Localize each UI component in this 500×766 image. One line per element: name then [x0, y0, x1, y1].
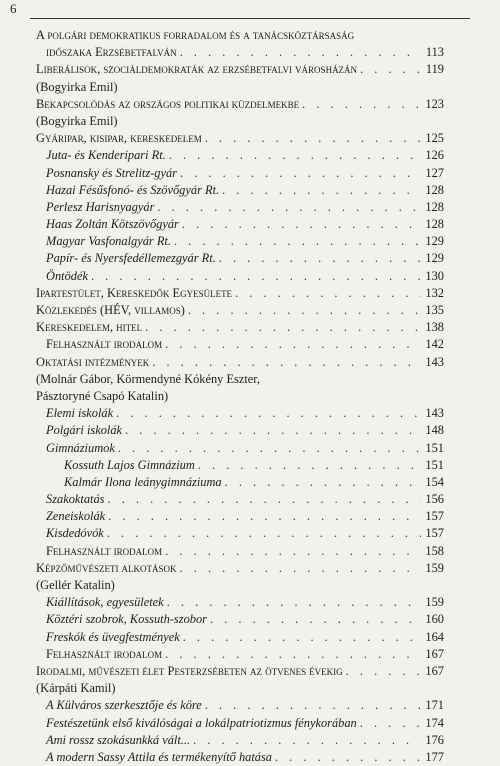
toc-entry-page: 159: [425, 595, 444, 610]
toc-entry-title: Kereskedelem, hitel: [36, 320, 143, 335]
toc-entry-title: Ami rossz szokásunkká vált...: [46, 732, 191, 747]
toc-entry-title: Freskók és üvegfestmények: [46, 629, 180, 644]
dot-leader: [165, 646, 421, 663]
dot-leader: [193, 732, 421, 749]
toc-entry: [36, 646, 444, 663]
dot-leader: [205, 130, 421, 147]
toc-entry: [36, 182, 444, 199]
toc-entry-title: Kalmár Ilona leánygimnáziuma: [64, 474, 222, 489]
toc-entry-title: Magyar Vasfonalgyár Rt.: [46, 234, 171, 249]
dot-leader: [225, 474, 421, 491]
toc-entry-page: 167: [425, 646, 444, 661]
toc-entry: [36, 285, 444, 302]
toc-entry: [36, 268, 444, 285]
toc-entry-title: Felhasznált irodalom: [46, 543, 163, 558]
toc-entry-page: 158: [425, 543, 444, 558]
toc-entry: [36, 457, 444, 474]
toc-entry-title: A Külváros szerkesztője és köre: [46, 698, 202, 713]
toc-entry-title: Bekapcsolódás az országos politikai küzdelmekbe: [36, 96, 300, 111]
toc-entry-page: 177: [425, 749, 444, 764]
dot-leader: [157, 199, 421, 216]
toc-entry-title: Zeneiskolák: [46, 509, 106, 524]
toc-entry-title: Kisdedóvók: [46, 526, 104, 541]
toc-entry-title: időszaka Erzsébetfalván: [46, 45, 177, 60]
dot-leader: [167, 594, 421, 611]
toc-entry-page: 151: [425, 440, 444, 455]
toc-entry-title: Gyáripar, kisipar, kereskedelem: [36, 131, 202, 146]
dot-leader: [235, 285, 421, 302]
toc-entry: [36, 663, 444, 680]
toc-entry-page: 159: [425, 560, 444, 575]
toc-entry: [36, 233, 444, 250]
toc-entry: [36, 491, 444, 508]
dot-leader: [165, 543, 421, 560]
toc-entry: [36, 474, 444, 491]
toc-entry: [36, 525, 444, 542]
toc-entry-title: Kiállítások, egyesületek: [46, 595, 164, 610]
toc-entry-title: Elemi iskolák: [46, 406, 114, 421]
dot-leader: [165, 336, 421, 353]
header-rule: [30, 18, 470, 19]
toc-entry-title: Oktatási intézmények: [36, 354, 150, 369]
toc-entry-title: Liberálisok, szociáldemokraták az erzsébetfalvi városházán: [36, 62, 358, 77]
toc-entry-title: Felhasznált irodalom: [46, 646, 163, 661]
toc-entry-title: Hazai Fésűsfonó- és Szövőgyár Rt.: [46, 182, 220, 197]
toc-entry: [36, 697, 444, 714]
toc-author-line: Pásztoryné Csapó Katalin): [36, 388, 169, 403]
dot-leader: [125, 422, 421, 439]
toc-entry-page: 125: [425, 131, 444, 146]
table-of-contents: [36, 27, 444, 766]
toc-entry-title: Szakoktatás: [46, 492, 105, 507]
toc-entry-page: 143: [425, 406, 444, 421]
dot-leader: [302, 96, 421, 113]
dot-leader: [360, 715, 421, 732]
page-number: 6: [10, 1, 17, 16]
dot-leader: [152, 354, 421, 371]
toc-entry: [36, 61, 444, 78]
dot-leader: [169, 147, 421, 164]
toc-entry-page: 135: [425, 303, 444, 317]
toc-entry-page: 128: [425, 182, 444, 197]
toc-entry-page: 129: [425, 251, 444, 266]
toc-entry-page: 128: [425, 217, 444, 232]
toc-entry-page: 176: [425, 732, 444, 747]
toc-entry-title: Felhasznált irodalom: [46, 337, 163, 352]
dot-leader: [219, 250, 421, 267]
toc-entry-page: 174: [425, 715, 444, 730]
dot-leader: [107, 525, 421, 542]
toc-entry-page: 132: [425, 285, 444, 300]
toc-entry: [36, 422, 444, 439]
toc-author-line: (Bogyirka Emil): [36, 113, 118, 128]
toc-author-line: (Gellér Katalin): [36, 578, 115, 592]
dot-leader: [360, 61, 421, 78]
dot-leader: [91, 268, 421, 285]
toc-entry: [36, 354, 444, 371]
toc-entry-page: 119: [425, 62, 444, 77]
toc-entry: [36, 749, 444, 766]
toc-entry: [36, 165, 444, 182]
toc-entry: [36, 629, 444, 646]
toc-author-line: (Molnár Gábor, Körmendyné Kókény Eszter,: [36, 371, 261, 386]
toc-entry: [36, 44, 444, 61]
toc-entry: [36, 302, 444, 319]
toc-entry: [36, 543, 444, 560]
dot-leader: [180, 44, 421, 61]
toc-entry-page: 129: [425, 234, 444, 249]
toc-entry-page: 130: [425, 268, 444, 283]
toc-entry-title: Kossuth Lajos Gimnázium: [64, 457, 195, 472]
toc-heading-line: A polgári demokratikus forradalom és a tanácsköztársaság: [36, 28, 355, 42]
toc-entry-title: Perlesz Harisnyagyár: [46, 199, 155, 214]
dot-leader: [222, 182, 421, 199]
toc-entry: [36, 336, 444, 353]
toc-entry-page: 123: [425, 96, 444, 111]
dot-leader: [210, 611, 421, 628]
toc-entry-title: Posnansky és Strelitz-gyár: [46, 165, 177, 180]
toc-entry: [36, 715, 444, 732]
toc-entry-title: Öntödék: [46, 268, 88, 283]
toc-entry-title: Juta- és Kenderipari Rt.: [46, 148, 166, 163]
toc-entry: [36, 560, 444, 577]
dot-leader: [188, 302, 421, 319]
dot-leader: [116, 405, 421, 422]
toc-entry: [36, 594, 444, 611]
toc-entry-page: 127: [425, 165, 444, 180]
dot-leader: [346, 663, 421, 680]
toc-entry-page: 128: [425, 199, 444, 214]
dot-leader: [275, 749, 421, 766]
toc-entry: [36, 405, 444, 422]
toc-entry: [36, 216, 444, 233]
toc-entry-page: 156: [425, 492, 444, 507]
dot-leader: [198, 457, 421, 474]
toc-entry-page: 167: [425, 663, 444, 678]
toc-entry: [36, 147, 444, 164]
toc-entry-page: 160: [425, 612, 444, 627]
toc-entry-title: Ipartestület, Kereskedők Egyesülete: [36, 285, 233, 300]
toc-entry: [36, 319, 444, 336]
dot-leader: [183, 629, 421, 646]
toc-entry-page: 157: [425, 509, 444, 524]
toc-entry: [36, 250, 444, 267]
toc-entry: [36, 611, 444, 628]
dot-leader: [145, 319, 421, 336]
dot-leader: [205, 697, 421, 714]
toc-entry: [36, 199, 444, 216]
toc-entry-title: Közlekedés (HÉV, villamos): [36, 303, 185, 317]
toc-entry-title: Képzőművészeti alkotások: [36, 560, 177, 575]
dot-leader: [108, 508, 421, 525]
dot-leader: [180, 560, 421, 577]
toc-entry-page: 154: [425, 474, 444, 489]
toc-entry: [36, 130, 444, 147]
toc-entry-page: 171: [425, 698, 444, 713]
toc-author-line: (Kárpáti Kamil): [36, 681, 116, 696]
toc-entry: [36, 508, 444, 525]
toc-entry-page: 148: [425, 423, 444, 438]
toc-entry-page: 164: [425, 629, 444, 644]
toc-entry-page: 157: [425, 526, 444, 541]
toc-entry: [36, 732, 444, 749]
toc-entry-page: 126: [425, 148, 444, 163]
toc-entry-title: Festészetünk első kiválóságai a lokálpatriotizmus fénykorában: [46, 715, 357, 730]
toc-entry-title: Köztéri szobrok, Kossuth-szobor: [46, 612, 207, 627]
dot-leader: [182, 216, 421, 233]
toc-entry-title: Polgári iskolák: [46, 423, 123, 438]
dot-leader: [174, 233, 421, 250]
toc-author-line: (Bogyirka Emil): [36, 79, 118, 94]
toc-entry-title: A modern Sassy Attila és termékenyítő hatása: [46, 749, 272, 764]
dot-leader: [180, 165, 421, 182]
toc-entry-page: 142: [425, 337, 444, 352]
toc-entry-title: Irodalmi, művészeti élet Pesterzsébeten az ötvenes évekig: [36, 663, 343, 678]
dot-leader: [108, 491, 421, 508]
toc-entry-title: Gimnáziumok: [46, 440, 115, 455]
toc-entry-page: 138: [425, 320, 444, 335]
toc-entry-page: 143: [425, 354, 444, 369]
toc-entry-title: Haas Zoltán Kötszövőgyár: [46, 217, 179, 232]
toc-entry-title: Papír- és Nyersfedéllemezgyár Rt.: [46, 251, 216, 266]
dot-leader: [118, 440, 421, 457]
toc-entry: [36, 440, 444, 457]
toc-entry: [36, 96, 444, 113]
toc-entry-page: 151: [425, 457, 444, 472]
toc-entry-page: 113: [425, 45, 444, 60]
